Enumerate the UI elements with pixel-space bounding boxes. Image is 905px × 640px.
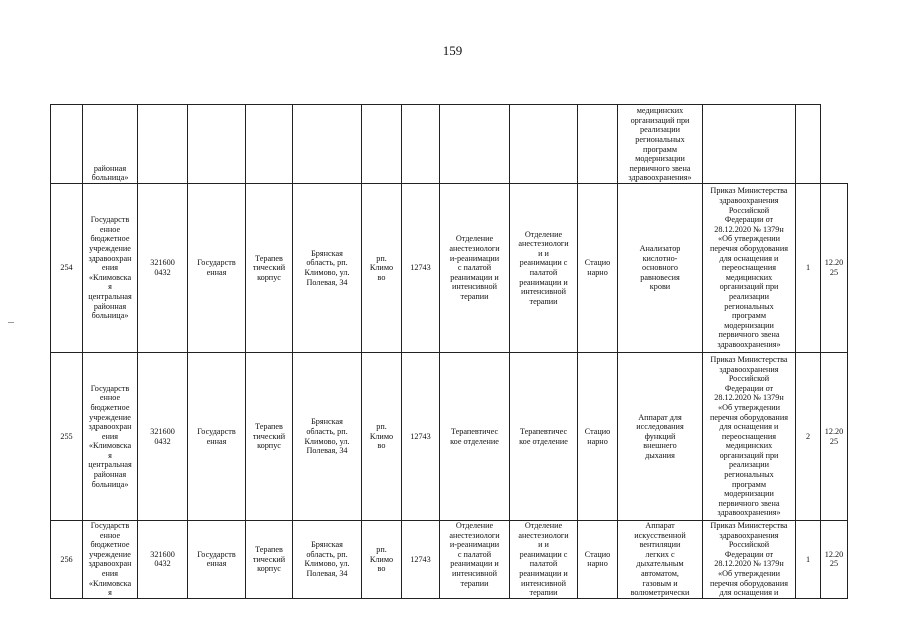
cell-legal-basis: Приказ Министерства здравоохранения Российской Федерации от 28.12.2020 № 1379н «Об утверждении перечня оборудования для оснащения и <box>703 521 796 599</box>
cell-date: 12.20 25 <box>821 521 848 599</box>
cell-locality <box>362 105 402 184</box>
cell-building: Терапев тический корпус <box>246 184 293 353</box>
cell-row-number <box>51 105 83 184</box>
cell-equipment-name: Анализатор кислотно- основного равновесия крови <box>618 184 703 353</box>
page-number: 159 <box>442 43 463 58</box>
cell-inn: 321600 0432 <box>138 521 188 599</box>
cell-date: 12.20 25 <box>821 353 848 521</box>
cell-quantity: 1 <box>796 184 821 353</box>
cell-legal-basis: Приказ Министерства здравоохранения Российской Федерации от 28.12.2020 № 1379н «Об утверждении перечня оборудования для оснащения и переоснащения медицинских организаций при реализации региональных программ модернизации первичного звена здравоохранения» <box>703 184 796 353</box>
cell-row-number: 256 <box>51 521 83 599</box>
cell-care-form: Стацио нарно <box>578 184 618 353</box>
cell-care-form: Стацио нарно <box>578 521 618 599</box>
cell-building: Терапев тический корпус <box>246 353 293 521</box>
cell-inn <box>138 105 188 184</box>
cell-ownership-form: Государств енная <box>188 353 246 521</box>
cell-care-form <box>578 105 618 184</box>
cell-inn: 321600 0432 <box>138 353 188 521</box>
cell-equipment-name: медицинских организаций при реализации региональных программ модернизации первичного звена здравоохранения» <box>618 105 703 184</box>
cell-department-by-order: Терапевтичес кое отделение <box>440 353 510 521</box>
cell-code: 12743 <box>402 521 440 599</box>
cell-building: Терапев тический корпус <box>246 521 293 599</box>
table-row <box>51 521 848 599</box>
cell-department-by-order: Отделение анестезиологи и-реанимации с палатой реанимации и интенсивной терапии <box>440 521 510 599</box>
table-row <box>51 353 848 521</box>
cell-code <box>402 105 440 184</box>
cell-department <box>510 105 578 184</box>
cell-building <box>246 105 293 184</box>
cell-row-number: 254 <box>51 184 83 353</box>
cell-quantity: 1 <box>796 521 821 599</box>
cell-inn: 321600 0432 <box>138 184 188 353</box>
cell-organization-name: Государств енное бюджетное учреждение здравоохран ения «Климовска я <box>83 521 138 599</box>
cell-address: Брянская область, рп. Климово, ул. Полевая, 34 <box>293 521 362 599</box>
cell-equipment-name: Аппарат искусственной вентиляции легких с дыхательным автоматом, газовым и волюметрически <box>618 521 703 599</box>
equipment-table <box>50 104 848 599</box>
cell-ownership-form <box>188 105 246 184</box>
cell-code: 12743 <box>402 353 440 521</box>
cell-ownership-form: Государств енная <box>188 521 246 599</box>
cell-quantity: 2 <box>796 353 821 521</box>
cell-address <box>293 105 362 184</box>
cell-department-by-order: Отделение анестезиологи и-реанимации с палатой реанимации и интенсивной терапии <box>440 184 510 353</box>
cell-legal-basis: Приказ Министерства здравоохранения Российской Федерации от 28.12.2020 № 1379н «Об утверждении перечня оборудования для оснащения и переоснащения медицинских организаций при реализации региональных программ модернизации первичного звена здравоохранения» <box>703 353 796 521</box>
cell-organization-name: Государств енное бюджетное учреждение здравоохран ения «Климовска я центральная районная больница» <box>83 353 138 521</box>
table-row <box>51 184 848 353</box>
cell-address: Брянская область, рп. Климово, ул. Полевая, 34 <box>293 353 362 521</box>
cell-address: Брянская область, рп. Климово, ул. Полевая, 34 <box>293 184 362 353</box>
cell-date: 12.20 25 <box>821 184 848 353</box>
table-row <box>51 105 848 184</box>
cell-row-number: 255 <box>51 353 83 521</box>
cell-code: 12743 <box>402 184 440 353</box>
cell-care-form: Стацио нарно <box>578 353 618 521</box>
cell-equipment-name: Аппарат для исследования функций внешнего дыхания <box>618 353 703 521</box>
scan-artifact <box>8 322 14 323</box>
cell-organization-name: Государств енное бюджетное учреждение здравоохран ения «Климовска я центральная районная больница» <box>83 184 138 353</box>
cell-organization-name: районная больница» <box>83 105 138 184</box>
cell-quantity <box>796 105 821 184</box>
cell-department: Терапевтичес кое отделение <box>510 353 578 521</box>
cell-department: Отделение анестезиологи и и реанимации с палатой реанимации и интенсивной терапии <box>510 184 578 353</box>
cell-locality: рп. Климо во <box>362 184 402 353</box>
cell-department-by-order <box>440 105 510 184</box>
cell-ownership-form: Государств енная <box>188 184 246 353</box>
cell-locality: рп. Климо во <box>362 353 402 521</box>
cell-legal-basis <box>703 105 796 184</box>
cell-department: Отделение анестезиологи и и реанимации с палатой реанимации и интенсивной терапии <box>510 521 578 599</box>
cell-locality: рп. Климо во <box>362 521 402 599</box>
